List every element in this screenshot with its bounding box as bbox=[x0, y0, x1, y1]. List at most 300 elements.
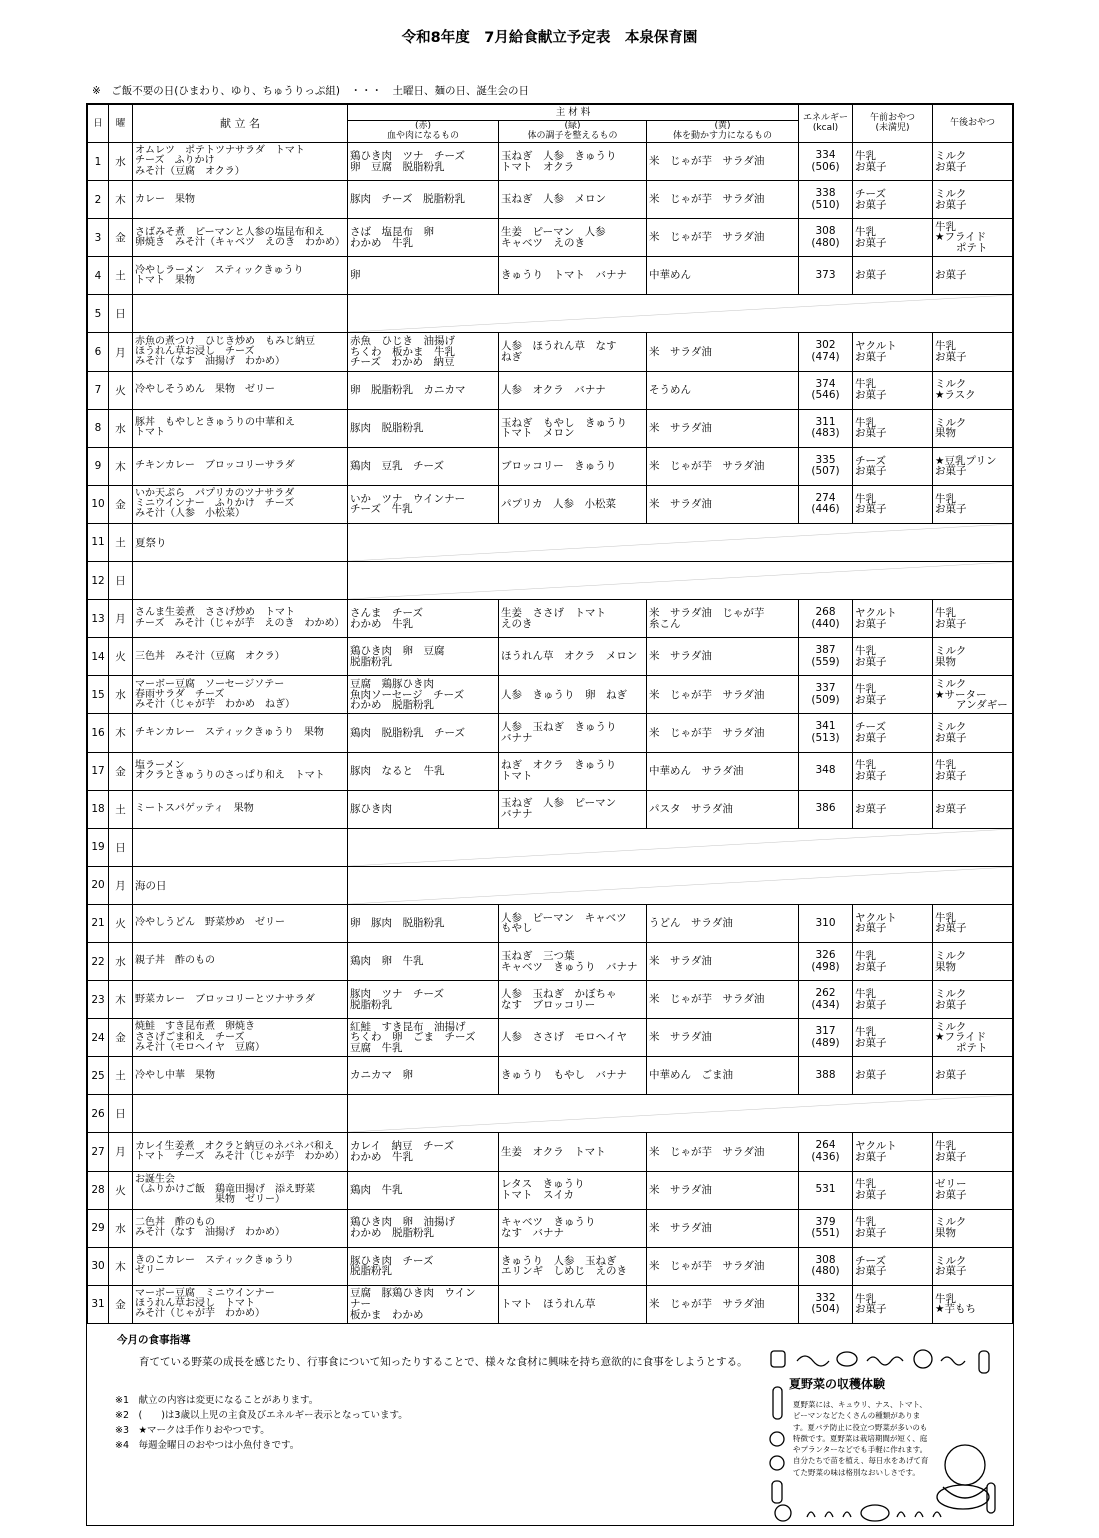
red-ingredients: 鶏ひき肉 ツナ チーズ 卵 豆腐 脱脂粉乳 bbox=[348, 143, 499, 181]
column-title: 夏野菜の収穫体験 bbox=[789, 1377, 886, 1391]
yellow-ingredients: 米 サラダ油 bbox=[647, 1171, 799, 1209]
yellow-ingredients: 米 じゃが芋 サラダ油 bbox=[647, 981, 799, 1019]
menu-name: きのこカレー スティックきゅうり ゼリー bbox=[133, 1247, 348, 1285]
day-number: 28 bbox=[88, 1171, 109, 1209]
weekday: 金 bbox=[109, 219, 133, 257]
am-snack: ヤクルト お菓子 bbox=[853, 600, 933, 638]
red-ingredients: 卵 脱脂粉乳 カニカマ bbox=[348, 371, 499, 409]
yellow-ingredients: 米 じゃが芋 サラダ油 bbox=[647, 1285, 799, 1323]
menu-name: ミートスパゲッティ 果物 bbox=[133, 790, 348, 828]
guidance-body: 育てている野菜の成長を感じたり、行事食について知ったりすることで、様々な食材に興味を持ち意欲的に食事をしようとする。 bbox=[139, 1356, 748, 1368]
footnote: ※3 ★マークは手作りおやつです。 bbox=[115, 1425, 270, 1436]
energy-kcal: 317 bbox=[815, 1025, 836, 1038]
pm-snack: 牛乳 お菓子 bbox=[933, 485, 1013, 523]
energy-kcal: 302 bbox=[815, 339, 836, 352]
day-number: 7 bbox=[88, 371, 109, 409]
pm-snack: お菓子 bbox=[933, 790, 1013, 828]
weekday: 木 bbox=[109, 1247, 133, 1285]
green-ingredients: きゅうり トマト バナナ bbox=[499, 257, 647, 295]
weekday: 月 bbox=[109, 333, 133, 371]
menu-name: 赤魚の煮つけ ひじき炒め もみじ納豆 ほうれん草お浸し チーズ みそ汁（なす 油揚げ わかめ） bbox=[133, 333, 348, 371]
day-row bbox=[88, 447, 1013, 485]
green-ingredients: 人参 玉ねぎ かぼちゃ なす ブロッコリー bbox=[499, 981, 647, 1019]
day-number: 25 bbox=[88, 1057, 109, 1095]
red-ingredients: 豚肉 ツナ チーズ 脱脂粉乳 bbox=[348, 981, 499, 1019]
pm-snack: ミルク 果物 bbox=[933, 409, 1013, 447]
day-number: 31 bbox=[88, 1285, 109, 1323]
weekday: 火 bbox=[109, 371, 133, 409]
no-lunch-cell bbox=[348, 866, 1013, 904]
energy-cell bbox=[799, 790, 853, 828]
green-ingredients: 人参 ほうれん草 なす ねぎ bbox=[499, 333, 647, 371]
energy-kcal-over3: (498) bbox=[811, 960, 840, 973]
energy-kcal: 264 bbox=[815, 1139, 836, 1152]
energy-kcal-over3: (474) bbox=[811, 351, 840, 364]
day-row bbox=[88, 523, 1013, 561]
no-lunch-cell bbox=[348, 828, 1013, 866]
diagonal-line bbox=[348, 1095, 1012, 1132]
energy-cell bbox=[799, 257, 853, 295]
energy-kcal: 262 bbox=[815, 987, 836, 1000]
energy-cell bbox=[799, 752, 853, 790]
no-lunch-cell bbox=[348, 523, 1013, 561]
energy-cell bbox=[799, 409, 853, 447]
green-ingredients: 人参 ささげ モロヘイヤ bbox=[499, 1019, 647, 1057]
diagonal-line bbox=[348, 829, 1012, 866]
menu-name: 冷やしラーメン スティックきゅうり トマト 果物 bbox=[133, 257, 348, 295]
energy-cell bbox=[799, 600, 853, 638]
weekday: 水 bbox=[109, 409, 133, 447]
yellow-ingredients: 中華めん bbox=[647, 257, 799, 295]
yellow-ingredients: 米 サラダ油 bbox=[647, 409, 799, 447]
weekday: 日 bbox=[109, 828, 133, 866]
no-lunch-cell bbox=[348, 562, 1013, 600]
day-number: 6 bbox=[88, 333, 109, 371]
yellow-ingredients: うどん サラダ油 bbox=[647, 904, 799, 942]
energy-kcal-over3: (507) bbox=[811, 465, 840, 478]
pm-snack: 牛乳 ★芋もち bbox=[933, 1285, 1013, 1323]
energy-kcal-over3: (489) bbox=[811, 1036, 840, 1049]
day-row bbox=[88, 1285, 1013, 1323]
day-row bbox=[88, 714, 1013, 752]
menu-name: 豚丼 もやしときゅうりの中華和え トマト bbox=[133, 409, 348, 447]
day-row bbox=[88, 942, 1013, 980]
green-ingredients: 人参 きゅうり 卵 ねぎ bbox=[499, 676, 647, 714]
yellow-ingredients: 米 じゃが芋 サラダ油 bbox=[647, 1133, 799, 1171]
day-number: 10 bbox=[88, 485, 109, 523]
menu-name: お誕生会 （ふりかけご飯 鶏竜田揚げ 添え野菜 果物 ゼリー） bbox=[133, 1171, 348, 1209]
red-ingredients: 鶏肉 脱脂粉乳 チーズ bbox=[348, 714, 499, 752]
header-weekday: 曜 bbox=[109, 105, 133, 143]
am-snack: 牛乳 お菓子 bbox=[853, 981, 933, 1019]
energy-kcal: 388 bbox=[815, 1069, 836, 1082]
day-number: 3 bbox=[88, 219, 109, 257]
pm-snack: ミルク お菓子 bbox=[933, 143, 1013, 181]
day-row bbox=[88, 866, 1013, 904]
energy-cell bbox=[799, 942, 853, 980]
day-number: 23 bbox=[88, 981, 109, 1019]
red-ingredients: 鶏ひき肉 卵 油揚げ わかめ 脱脂粉乳 bbox=[348, 1209, 499, 1247]
am-snack: 牛乳 お菓子 bbox=[853, 485, 933, 523]
vegetable-column bbox=[767, 1347, 1003, 1527]
weekday: 火 bbox=[109, 1171, 133, 1209]
energy-kcal: 326 bbox=[815, 948, 836, 961]
menu-name: チキンカレー スティックきゅうり 果物 bbox=[133, 714, 348, 752]
menu-name: マーボー豆腐 ミニウインナー ほうれん草お浸し トマト みそ汁（じゃが芋 わかめ） bbox=[133, 1285, 348, 1323]
yellow-ingredients: 米 じゃが芋 サラダ油 bbox=[647, 714, 799, 752]
diagonal-line bbox=[348, 562, 1012, 599]
menu-name: 冷やしそうめん 果物 ゼリー bbox=[133, 371, 348, 409]
day-row bbox=[88, 295, 1013, 333]
pm-snack: 牛乳 お菓子 bbox=[933, 904, 1013, 942]
am-snack: チーズ お菓子 bbox=[853, 447, 933, 485]
energy-kcal: 374 bbox=[815, 377, 836, 390]
weekday: 土 bbox=[109, 523, 133, 561]
menu-name: 二色丼 酢のもの みそ汁（なす 油揚げ わかめ） bbox=[133, 1209, 348, 1247]
green-ingredients: きゅうり 人参 玉ねぎ エリンギ しめじ えのき bbox=[499, 1247, 647, 1285]
yellow-ingredients: 中華めん ごま油 bbox=[647, 1057, 799, 1095]
day-row bbox=[88, 1095, 1013, 1133]
day-row bbox=[88, 409, 1013, 447]
energy-cell bbox=[799, 447, 853, 485]
green-ingredients: ねぎ オクラ きゅうり トマト bbox=[499, 752, 647, 790]
weekday: 日 bbox=[109, 1095, 133, 1133]
energy-kcal: 386 bbox=[815, 802, 836, 815]
day-number: 20 bbox=[88, 866, 109, 904]
energy-kcal-over3: (546) bbox=[811, 389, 840, 402]
red-ingredients: いか ツナ ウインナー チーズ 牛乳 bbox=[348, 485, 499, 523]
header-ingredients: 主 材 料 bbox=[348, 105, 799, 121]
day-number: 9 bbox=[88, 447, 109, 485]
am-snack: 牛乳 お菓子 bbox=[853, 1285, 933, 1323]
day-row bbox=[88, 143, 1013, 181]
day-number: 4 bbox=[88, 257, 109, 295]
yellow-ingredients: 米 じゃが芋 サラダ油 bbox=[647, 676, 799, 714]
energy-cell bbox=[799, 1019, 853, 1057]
diagonal-line bbox=[348, 524, 1012, 561]
energy-kcal: 268 bbox=[815, 606, 836, 619]
energy-kcal: 311 bbox=[815, 415, 836, 428]
red-ingredients: 鶏肉 牛乳 bbox=[348, 1171, 499, 1209]
energy-kcal: 274 bbox=[815, 491, 836, 504]
day-row bbox=[88, 981, 1013, 1019]
energy-cell bbox=[799, 1057, 853, 1095]
day-number: 18 bbox=[88, 790, 109, 828]
menu-name: オムレツ ポテトツナサラダ トマト チーズ ふりかけ みそ汁（豆腐 オクラ） bbox=[133, 143, 348, 181]
red-ingredients: 豚肉 脱脂粉乳 bbox=[348, 409, 499, 447]
guidance-title: 今月の食事指導 bbox=[117, 1334, 191, 1346]
day-row bbox=[88, 828, 1013, 866]
am-snack: お菓子 bbox=[853, 790, 933, 828]
menu-name: 焼鮭 すき昆布煮 卵焼き ささげごま和え チーズ みそ汁（モロヘイヤ 豆腐） bbox=[133, 1019, 348, 1057]
energy-kcal-over3: (480) bbox=[811, 236, 840, 249]
day-number: 30 bbox=[88, 1247, 109, 1285]
energy-kcal: 531 bbox=[815, 1183, 836, 1196]
header-pm-snack: 午後おやつ bbox=[933, 105, 1013, 143]
red-ingredients: さば 塩昆布 卵 わかめ 牛乳 bbox=[348, 219, 499, 257]
pm-snack: ミルク お菓子 bbox=[933, 181, 1013, 219]
weekday: 木 bbox=[109, 181, 133, 219]
menu-name: 親子丼 酢のもの bbox=[133, 942, 348, 980]
green-ingredients: 生姜 ピーマン 人参 キャベツ えのき bbox=[499, 219, 647, 257]
header-am-snack: 午前おやつ (未満児) bbox=[853, 105, 933, 143]
energy-cell bbox=[799, 1247, 853, 1285]
energy-kcal-over3: (551) bbox=[811, 1227, 840, 1240]
red-ingredients: 豚肉 チーズ 脱脂粉乳 bbox=[348, 181, 499, 219]
am-snack: 牛乳 お菓子 bbox=[853, 942, 933, 980]
energy-cell bbox=[799, 143, 853, 181]
red-ingredients: 卵 bbox=[348, 257, 499, 295]
am-snack: 牛乳 お菓子 bbox=[853, 638, 933, 676]
yellow-ingredients: そうめん bbox=[647, 371, 799, 409]
weekday: 日 bbox=[109, 562, 133, 600]
day-row bbox=[88, 600, 1013, 638]
yellow-ingredients: 米 サラダ油 bbox=[647, 1209, 799, 1247]
holiday-label: 夏祭り bbox=[133, 523, 348, 561]
green-ingredients: パプリカ 人参 小松菜 bbox=[499, 485, 647, 523]
footnote: ※2 ( )は3歳以上児の主食及びエネルギー表示となっています。 bbox=[115, 1410, 408, 1421]
day-number: 16 bbox=[88, 714, 109, 752]
day-row bbox=[88, 904, 1013, 942]
weekday: 木 bbox=[109, 981, 133, 1019]
am-snack: ヤクルト お菓子 bbox=[853, 333, 933, 371]
day-row bbox=[88, 562, 1013, 600]
header-yellow: (黄) 体を動かす力になるもの bbox=[647, 121, 799, 143]
energy-kcal-over3: (446) bbox=[811, 503, 840, 516]
yellow-ingredients: 米 じゃが芋 サラダ油 bbox=[647, 1247, 799, 1285]
yellow-ingredients: 米 じゃが芋 サラダ油 bbox=[647, 219, 799, 257]
day-number: 5 bbox=[88, 295, 109, 333]
holiday-label bbox=[133, 295, 348, 333]
weekday: 月 bbox=[109, 600, 133, 638]
header-menu: 献 立 名 bbox=[133, 105, 348, 143]
day-row bbox=[88, 1171, 1013, 1209]
energy-kcal: 373 bbox=[815, 269, 836, 282]
green-ingredients: 人参 玉ねぎ きゅうり バナナ bbox=[499, 714, 647, 752]
red-ingredients: 豚ひき肉 bbox=[348, 790, 499, 828]
yellow-ingredients: 米 サラダ油 bbox=[647, 1019, 799, 1057]
yellow-ingredients: 米 サラダ油 bbox=[647, 485, 799, 523]
menu-name: 三色丼 みそ汁（豆腐 オクラ） bbox=[133, 638, 348, 676]
weekday: 金 bbox=[109, 1285, 133, 1323]
day-row bbox=[88, 1209, 1013, 1247]
energy-cell bbox=[799, 981, 853, 1019]
green-ingredients: 玉ねぎ 人参 メロン bbox=[499, 181, 647, 219]
energy-kcal-over3: (513) bbox=[811, 731, 840, 744]
pm-snack: 牛乳 お菓子 bbox=[933, 600, 1013, 638]
am-snack: 牛乳 お菓子 bbox=[853, 1019, 933, 1057]
day-row bbox=[88, 638, 1013, 676]
pm-snack: お菓子 bbox=[933, 257, 1013, 295]
red-ingredients: さんま チーズ わかめ 牛乳 bbox=[348, 600, 499, 638]
energy-cell bbox=[799, 485, 853, 523]
day-number: 29 bbox=[88, 1209, 109, 1247]
am-snack: お菓子 bbox=[853, 1057, 933, 1095]
menu-name: 冷やし中華 果物 bbox=[133, 1057, 348, 1095]
red-ingredients: 豚ひき肉 チーズ 脱脂粉乳 bbox=[348, 1247, 499, 1285]
red-ingredients: カニカマ 卵 bbox=[348, 1057, 499, 1095]
yellow-ingredients: 米 サラダ油 bbox=[647, 942, 799, 980]
weekday: 水 bbox=[109, 942, 133, 980]
green-ingredients: きゅうり もやし バナナ bbox=[499, 1057, 647, 1095]
weekday: 木 bbox=[109, 447, 133, 485]
am-snack: チーズ お菓子 bbox=[853, 181, 933, 219]
weekday: 土 bbox=[109, 257, 133, 295]
day-row bbox=[88, 257, 1013, 295]
menu-name: いか天ぷら パプリカのツナサラダ ミニウインナー ふりかけ チーズ みそ汁（人参 小松菜） bbox=[133, 485, 348, 523]
day-row bbox=[88, 752, 1013, 790]
energy-cell bbox=[799, 1171, 853, 1209]
pm-snack: ミルク 果物 bbox=[933, 942, 1013, 980]
yellow-ingredients: 米 サラダ油 じゃが芋 糸こん bbox=[647, 600, 799, 638]
am-snack: ヤクルト お菓子 bbox=[853, 904, 933, 942]
column-text: 夏野菜には、キュウリ、ナス、トマト、ピーマンなどたくさんの種類があります。夏バテ防止に役立つ野菜が多いのも特徴です。夏野菜は栽培期間が短く、庭やプランターなどでも手軽に作れます。自分たちで苗を植え、毎日水をあげて育てた野菜の味は格別なおいしさです。 bbox=[793, 1400, 929, 1477]
pm-snack: 牛乳 ★フライド ポテト bbox=[933, 219, 1013, 257]
footnote: ※4 毎週金曜日のおやつは小魚付きです。 bbox=[115, 1440, 300, 1451]
energy-cell bbox=[799, 1285, 853, 1323]
weekday: 金 bbox=[109, 752, 133, 790]
green-ingredients: 人参 オクラ バナナ bbox=[499, 371, 647, 409]
red-ingredients: 豆腐 鶏豚ひき肉 魚肉ソーセージ チーズ わかめ 脱脂粉乳 bbox=[348, 676, 499, 714]
red-ingredients: 卵 豚肉 脱脂粉乳 bbox=[348, 904, 499, 942]
menu-name: マーボー豆腐 ソーセージソテー 春雨サラダ チーズ みそ汁（じゃが芋 わかめ ねぎ） bbox=[133, 676, 348, 714]
energy-kcal: 379 bbox=[815, 1215, 836, 1228]
am-snack: 牛乳 お菓子 bbox=[853, 371, 933, 409]
pm-snack: ミルク ★サーター アンダギー bbox=[933, 676, 1013, 714]
am-snack: 牛乳 お菓子 bbox=[853, 676, 933, 714]
header-red: (赤) 血や肉になるもの bbox=[348, 121, 499, 143]
rice-note: ※ ご飯不要の日(ひまわり、ゆり、ちゅうりっぷ組) ・・・ 土曜日、麺の日、誕生会の日 bbox=[92, 85, 529, 97]
no-lunch-cell bbox=[348, 295, 1013, 333]
weekday: 月 bbox=[109, 1133, 133, 1171]
energy-kcal: 308 bbox=[815, 1253, 836, 1266]
diagonal-line bbox=[348, 295, 1012, 332]
diagonal-line bbox=[348, 867, 1012, 904]
yellow-ingredients: 米 サラダ油 bbox=[647, 333, 799, 371]
pm-snack: ★豆乳プリン お菓子 bbox=[933, 447, 1013, 485]
day-row bbox=[88, 333, 1013, 371]
green-ingredients: 生姜 オクラ トマト bbox=[499, 1133, 647, 1171]
day-row bbox=[88, 676, 1013, 714]
menu-name: カレイ生姜煮 オクラと納豆のネバネバ和え トマト チーズ みそ汁（じゃが芋 わかめ） bbox=[133, 1133, 348, 1171]
day-row bbox=[88, 1057, 1013, 1095]
energy-cell bbox=[799, 371, 853, 409]
footnote: ※1 献立の内容は変更になることがあります。 bbox=[115, 1395, 319, 1406]
energy-cell bbox=[799, 1133, 853, 1171]
red-ingredients: 鶏ひき肉 卵 豆腐 脱脂粉乳 bbox=[348, 638, 499, 676]
holiday-label bbox=[133, 562, 348, 600]
header-day: 日 bbox=[88, 105, 109, 143]
page-title: 令和8年度 7月給食献立予定表 本泉保育園 bbox=[401, 30, 698, 46]
weekday: 水 bbox=[109, 676, 133, 714]
weekday: 土 bbox=[109, 790, 133, 828]
day-row bbox=[88, 790, 1013, 828]
day-row bbox=[88, 485, 1013, 523]
am-snack: ヤクルト お菓子 bbox=[853, 1133, 933, 1171]
day-row bbox=[88, 1133, 1013, 1171]
energy-kcal-over3: (436) bbox=[811, 1150, 840, 1163]
energy-cell bbox=[799, 904, 853, 942]
energy-kcal: 338 bbox=[815, 187, 836, 200]
energy-kcal-over3: (480) bbox=[811, 1265, 840, 1278]
pm-snack: 牛乳 お菓子 bbox=[933, 752, 1013, 790]
day-number: 13 bbox=[88, 600, 109, 638]
green-ingredients: 玉ねぎ もやし きゅうり トマト メロン bbox=[499, 409, 647, 447]
weekday: 金 bbox=[109, 485, 133, 523]
weekday: 金 bbox=[109, 1019, 133, 1057]
green-ingredients: キャベツ きゅうり なす バナナ bbox=[499, 1209, 647, 1247]
energy-kcal: 341 bbox=[815, 720, 836, 733]
holiday-label: 海の日 bbox=[133, 866, 348, 904]
day-number: 27 bbox=[88, 1133, 109, 1171]
energy-kcal-over3: (559) bbox=[811, 655, 840, 668]
menu-name: 冷やしうどん 野菜炒め ゼリー bbox=[133, 904, 348, 942]
energy-kcal: 348 bbox=[815, 764, 836, 777]
am-snack: 牛乳 お菓子 bbox=[853, 219, 933, 257]
red-ingredients: 鶏肉 豆乳 チーズ bbox=[348, 447, 499, 485]
pm-snack: 牛乳 お菓子 bbox=[933, 1133, 1013, 1171]
energy-cell bbox=[799, 714, 853, 752]
menu-name: さばみそ煮 ピーマンと人参の塩昆布和え 卵焼き みそ汁（キャベツ えのき わかめ） bbox=[133, 219, 348, 257]
weekday: 火 bbox=[109, 638, 133, 676]
yellow-ingredients: 中華めん サラダ油 bbox=[647, 752, 799, 790]
energy-cell bbox=[799, 333, 853, 371]
menu-name: 塩ラーメン オクラときゅうりのさっぱり和え トマト bbox=[133, 752, 348, 790]
am-snack: チーズ お菓子 bbox=[853, 1247, 933, 1285]
weekday: 水 bbox=[109, 143, 133, 181]
yellow-ingredients: パスタ サラダ油 bbox=[647, 790, 799, 828]
energy-kcal-over3: (510) bbox=[811, 198, 840, 211]
am-snack: 牛乳 お菓子 bbox=[853, 409, 933, 447]
header-energy: エネルギー (kcal) bbox=[799, 105, 853, 143]
green-ingredients: ブロッコリー きゅうり bbox=[499, 447, 647, 485]
energy-kcal: 334 bbox=[815, 149, 836, 161]
am-snack: お菓子 bbox=[853, 257, 933, 295]
green-ingredients: 玉ねぎ 三つ葉 キャベツ きゅうり バナナ bbox=[499, 942, 647, 980]
energy-kcal-over3: (483) bbox=[811, 427, 840, 440]
day-number: 19 bbox=[88, 828, 109, 866]
energy-kcal: 308 bbox=[815, 225, 836, 238]
no-lunch-cell bbox=[348, 1095, 1013, 1133]
yellow-ingredients: 米 じゃが芋 サラダ油 bbox=[647, 447, 799, 485]
green-ingredients: レタス きゅうり トマト スイカ bbox=[499, 1171, 647, 1209]
energy-kcal-over3: (504) bbox=[811, 1303, 840, 1316]
day-number: 8 bbox=[88, 409, 109, 447]
weekday: 火 bbox=[109, 904, 133, 942]
energy-cell bbox=[799, 638, 853, 676]
day-number: 12 bbox=[88, 562, 109, 600]
header-green: (緑) 体の調子を整えるもの bbox=[499, 121, 647, 143]
day-row bbox=[88, 371, 1013, 409]
day-number: 22 bbox=[88, 942, 109, 980]
energy-kcal: 387 bbox=[815, 644, 836, 657]
green-ingredients: ほうれん草 オクラ メロン bbox=[499, 638, 647, 676]
pm-snack: ゼリー お菓子 bbox=[933, 1171, 1013, 1209]
day-number: 15 bbox=[88, 676, 109, 714]
red-ingredients: 紅鮭 すき昆布 油揚げ ちくわ 卵 ごま チーズ 豆腐 牛乳 bbox=[348, 1019, 499, 1057]
green-ingredients: 生姜 ささげ トマト えのき bbox=[499, 600, 647, 638]
energy-kcal-over3: (440) bbox=[811, 617, 840, 630]
pm-snack: ミルク お菓子 bbox=[933, 714, 1013, 752]
day-row bbox=[88, 1019, 1013, 1057]
red-ingredients: 豆腐 豚鶏ひき肉 ウイン ナー 板かま わかめ bbox=[348, 1285, 499, 1323]
menu-sheet bbox=[86, 103, 1014, 1526]
weekday: 土 bbox=[109, 1057, 133, 1095]
pm-snack: ミルク 果物 bbox=[933, 1209, 1013, 1247]
day-row bbox=[88, 1247, 1013, 1285]
green-ingredients: トマト ほうれん草 bbox=[499, 1285, 647, 1323]
am-snack: 牛乳 お菓子 bbox=[853, 752, 933, 790]
